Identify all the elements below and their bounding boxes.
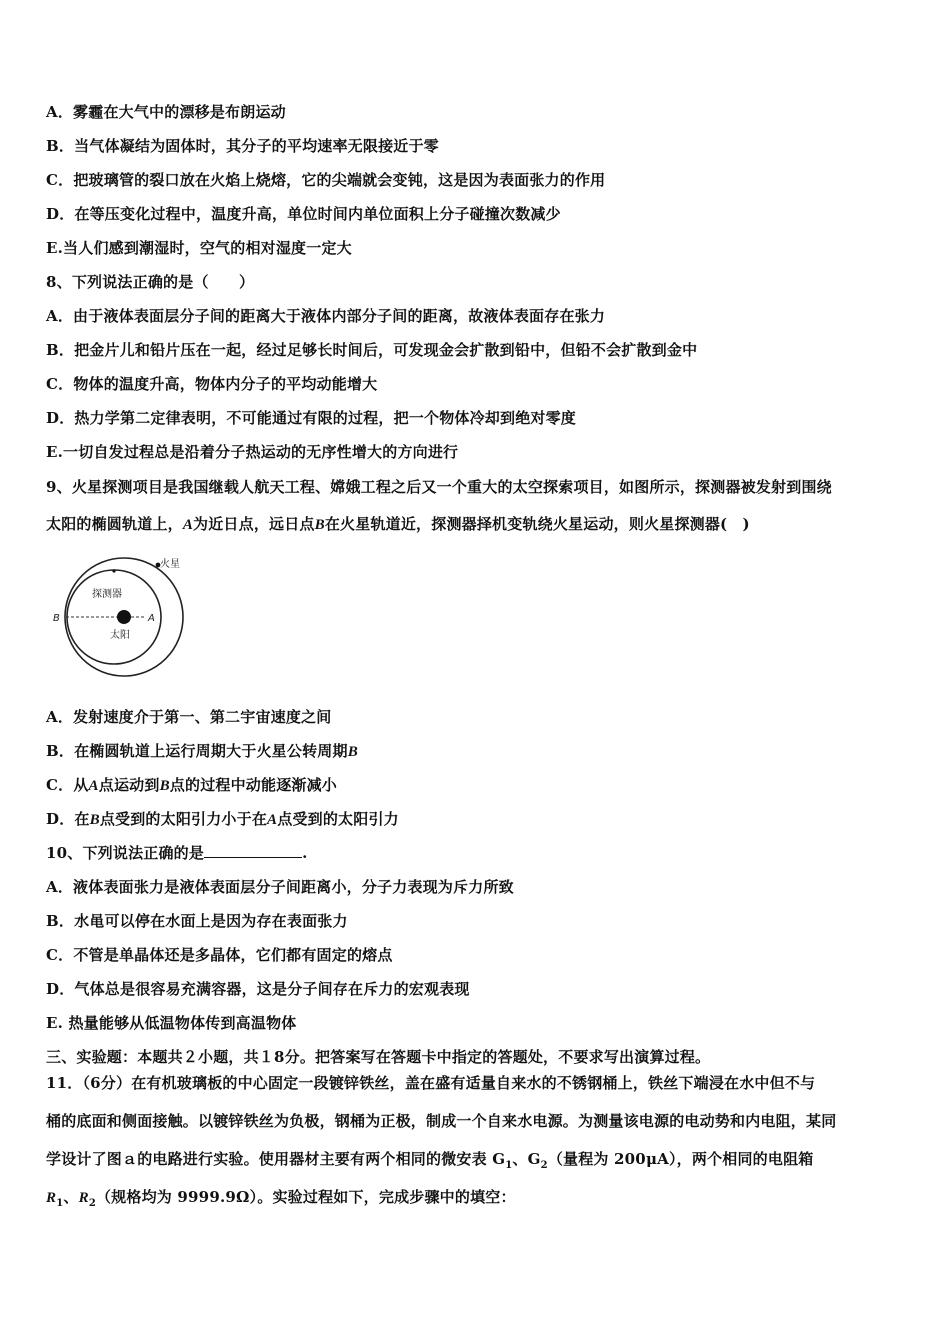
q9-option-c-part3: 点的过程中动能逐渐减小 [169, 776, 337, 794]
q9-option-c-var-b: B [159, 778, 170, 794]
section-heading: 三、实验题：本题共２小题，共１8分。把答案写在答题卡中指定的答题处，不要求写出演算过程。 [46, 1048, 711, 1066]
label-point-a: A [148, 613, 155, 624]
q9-option-a: A．发射速度介于第一、第二宇宙速度之间 [46, 708, 332, 726]
q10-option-a: A．液体表面张力是液体表面层分子间距离小，分子力表现为斥力所致 [46, 878, 514, 896]
q10-stem-end: . [302, 844, 308, 862]
q11-sub-1: 1 [505, 1160, 513, 1171]
q10-option-d: D．气体总是很容易充满容器，这是分子间存在斥力的宏观表现 [46, 980, 470, 998]
q11-line2: 桶的底面和侧面接触。以镀锌铁丝为负极，钢桶为正极，制成一个自来水电源。为测量该电源的电动势和内电阻，某同 [46, 1112, 837, 1130]
label-mars: 火星 [160, 559, 180, 570]
q10-option-e: E. 热量能够从低温物体传到高温物体 [46, 1014, 297, 1032]
q9-option-c-part1: C．从 [46, 776, 89, 794]
q7-option-d: D．在等压变化过程中，温度升高，单位时间内单位面积上分子碰撞次数减少 [46, 205, 561, 223]
q11-line4-sep: 、 [63, 1188, 79, 1206]
answer-blank [204, 843, 302, 858]
q9-option-b-var: B [347, 744, 358, 760]
orbit-diagram [44, 553, 194, 683]
q9-option-c [46, 775, 337, 796]
q10-stem-text: 10、下列说法正确的是 [46, 844, 205, 862]
sun-icon [117, 610, 131, 624]
q9-option-d-var-a: A [267, 812, 278, 828]
q9-option-c-var-a: A [88, 778, 99, 794]
q11-line4-text: （规格均为 9999.9Ω）。实验过程如下，完成步骤中的填空： [95, 1188, 516, 1206]
label-sun: 太阳 [110, 630, 130, 641]
q11-r2-sub: 2 [88, 1198, 96, 1209]
q8-option-a: A．由于液体表面层分子间的距离大于液体内部分子间的距离，故液体表面存在张力 [46, 307, 606, 325]
q9-stem-part-b: 为近日点，远日点 [193, 515, 315, 533]
q8-option-d: D．热力学第二定律表明，不可能通过有限的过程，把一个物体冷却到绝对零度 [46, 409, 577, 427]
q10-option-c: C．不管是单晶体还是多晶体，它们都有固定的熔点 [46, 946, 393, 964]
q11-line3-part2: 、G [512, 1150, 541, 1168]
q11-r2-symbol: R [78, 1190, 89, 1206]
q10-stem [46, 843, 308, 863]
q9-stem-part-c: 在火星轨道近，探测器择机变轨绕火星运动，则火星探测器( ) [324, 515, 750, 533]
q11-sub-2: 2 [540, 1160, 548, 1171]
q9-option-b [46, 741, 358, 762]
q11-r1-sub: 1 [56, 1198, 64, 1209]
q8-option-e: E.一切自发过程总是沿着分子热运动的无序性增大的方向进行 [46, 443, 459, 461]
q9-var-a: A [182, 517, 194, 533]
q9-option-d [46, 809, 399, 830]
probe-icon [112, 569, 115, 572]
q9-option-c-part2: 点运动到 [98, 776, 160, 794]
q9-option-d-part2: 点受到的太阳引力小于在 [99, 810, 268, 828]
q9-option-b-text: B．在椭圆轨道上运行周期大于火星公转周期 [46, 742, 348, 760]
q9-option-d-part3: 点受到的太阳引力 [277, 810, 399, 828]
q9-option-d-part1: D．在 [46, 810, 90, 828]
q8-stem: 8、下列说法正确的是（ ） [46, 273, 255, 291]
q11-line3 [46, 1149, 813, 1176]
q11-line3-part3: （量程为 200μA），两个相同的电阻箱 [547, 1150, 814, 1168]
q9-var-b: B [314, 517, 325, 533]
q9-stem-line2 [46, 514, 750, 535]
q7-option-c: C．把玻璃管的裂口放在火焰上烧熔，它的尖端就会变钝，这是因为表面张力的作用 [46, 171, 606, 189]
q7-option-b: B．当气体凝结为固体时，其分子的平均速率无限接近于零 [46, 137, 439, 155]
q9-stem-part-a: 太阳的椭圆轨道上， [46, 515, 183, 533]
q10-option-b: B．水黾可以停在水面上是因为存在表面张力 [46, 912, 348, 930]
q11-r1-symbol: R [46, 1190, 57, 1206]
q11-line3-part1: 学设计了图ａ的电路进行实验。使用器材主要有两个相同的微安表 G [46, 1150, 506, 1168]
q11-line4 [46, 1187, 516, 1214]
q8-option-b: B．把金片儿和铅片压在一起，经过足够长时间后，可发现金会扩散到铅中，但铅不会扩散到金中 [46, 341, 698, 359]
q7-option-a: A．雾霾在大气中的漂移是布朗运动 [46, 103, 286, 121]
q8-option-c: C．物体的温度升高，物体内分子的平均动能增大 [46, 375, 378, 393]
label-point-b: B [53, 613, 60, 624]
q9-stem-line1: 9、火星探测项目是我国继载人航天工程、嫦娥工程之后又一个重大的太空探索项目，如图所示，探测器被发射到围绕 [46, 478, 832, 496]
q7-option-e: E.当人们感到潮湿时，空气的相对湿度一定大 [46, 239, 352, 257]
label-probe: 探测器 [92, 589, 122, 600]
orbit-figure [44, 553, 194, 687]
q9-option-d-var-b: B [89, 812, 100, 828]
q11-line1: 11．（6分）在有机玻璃板的中心固定一段镀锌铁丝，盖在盛有适量自来水的不锈钢桶上，铁丝下端浸在水中但不与 [46, 1074, 816, 1092]
